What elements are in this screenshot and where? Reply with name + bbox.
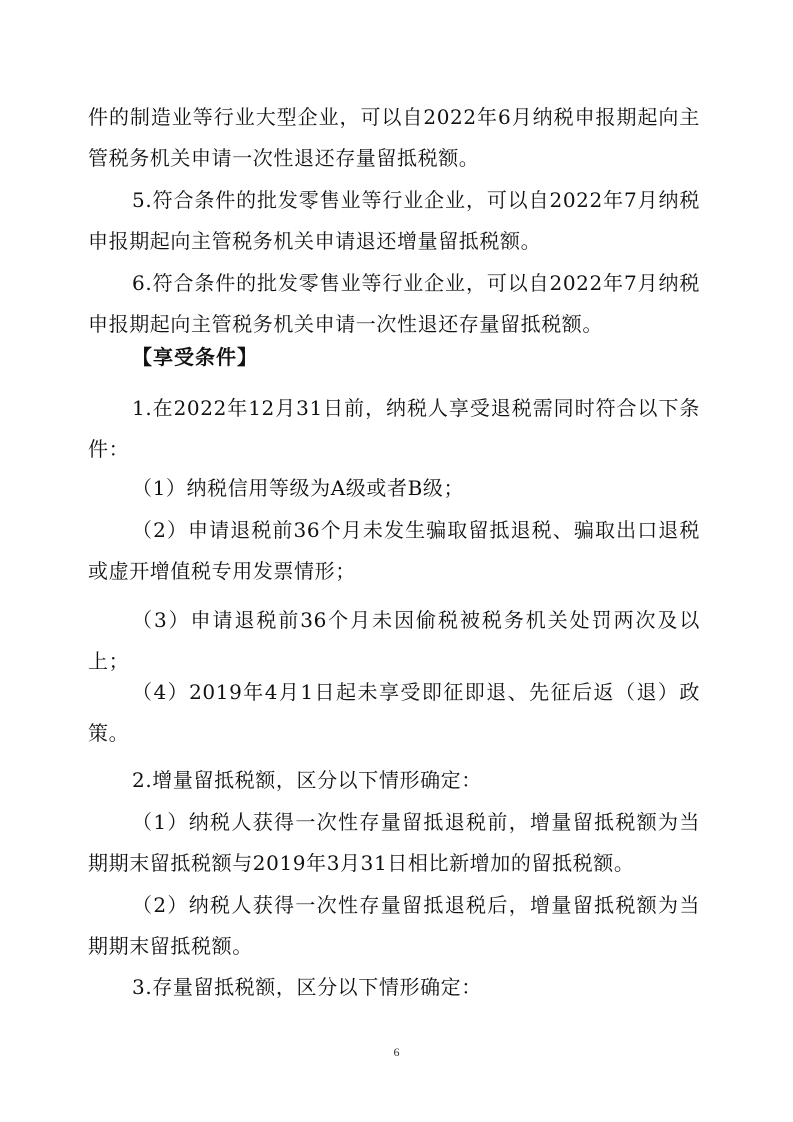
- paragraph-condition-1: 1.在2022年12月31日前，纳税人享受退税需同时符合以下条件：: [88, 396, 700, 461]
- paragraph-condition-2: 2.增量留抵税额，区分以下情形确定：: [132, 768, 482, 792]
- paragraph-condition-1-1: （1）纳税信用等级为A级或者B级；: [132, 476, 465, 500]
- paragraph-item-5: 5.符合条件的批发零售业等行业企业，可以自2022年7月纳税申报期起向主管税务机关申请退还增量留抵税额。: [88, 188, 700, 253]
- paragraph-item-6: 6.符合条件的批发零售业等行业企业，可以自2022年7月纳税申报期起向主管税务机关申请一次性退还存量留抵税额。: [88, 271, 700, 336]
- paragraph-condition-2-1: （1）纳税人获得一次性存量留抵退税前，增量留抵税额为当期期末留抵税额与2019年3月31日相比新增加的留抵税额。: [88, 810, 700, 875]
- paragraph-condition-1-4: （4）2019年4月1日起未享受即征即退、先征后返（退）政策。: [88, 680, 700, 745]
- paragraph-condition-1-2: （2）申请退税前36个月未发生骗取留抵退税、骗取出口退税或虚开增值税专用发票情形；: [88, 518, 700, 583]
- paragraph-condition-1-3: （3）申请退税前36个月未因偷税被税务机关处罚两次及以上；: [88, 608, 700, 673]
- paragraph-continuation: 件的制造业等行业大型企业，可以自2022年6月纳税申报期起向主管税务机关申请一次性退还存量留抵税额。: [88, 105, 700, 170]
- paragraph-condition-3: 3.存量留抵税额，区分以下情形确定：: [132, 975, 482, 999]
- section-heading-conditions: 【享受条件】: [132, 345, 258, 369]
- page-number: 6: [393, 1045, 400, 1059]
- paragraph-condition-2-2: （2）纳税人获得一次性存量留抵退税后，增量留抵税额为当期期末留抵税额。: [88, 893, 700, 958]
